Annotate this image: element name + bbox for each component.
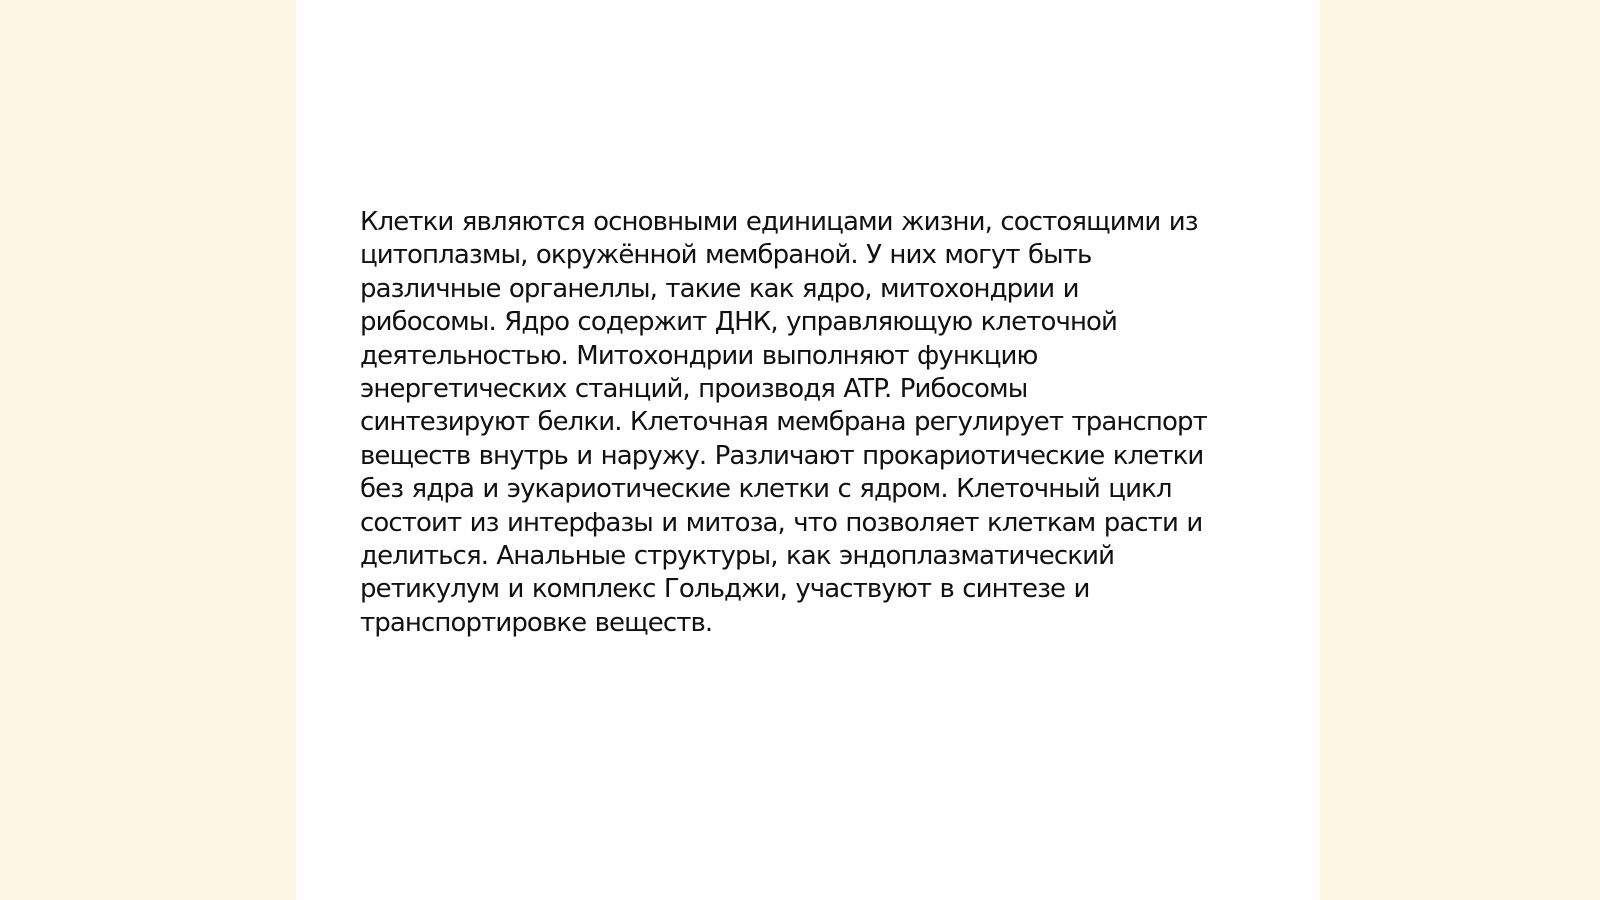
body-paragraph: Клетки являются основными единицами жизни, состоящими из цитоплазмы, окружённой мембраной. У них могут быть различные органеллы, такие как ядро, митохондрии и рибосомы. Ядро содержит ДНК, управляющую клеточной деятельностью. Митохондрии выполняют функцию энергетических станций, производя ATP. Рибосомы синтезируют белки. Клеточная мембрана регулирует транспорт веществ внутрь и наружу. Различают прокариотические клетки без ядра и эукариотические клетки с ядром. Клеточный цикл состоит из интерфазы и митоза, что позволяет клеткам расти и делиться. Анальные структуры, как эндоплазматический ретикулум и комплекс Гольджи, участвуют в синтезе и транспортировке веществ.: [360, 207, 1207, 638]
document-page: [296, 0, 1320, 900]
